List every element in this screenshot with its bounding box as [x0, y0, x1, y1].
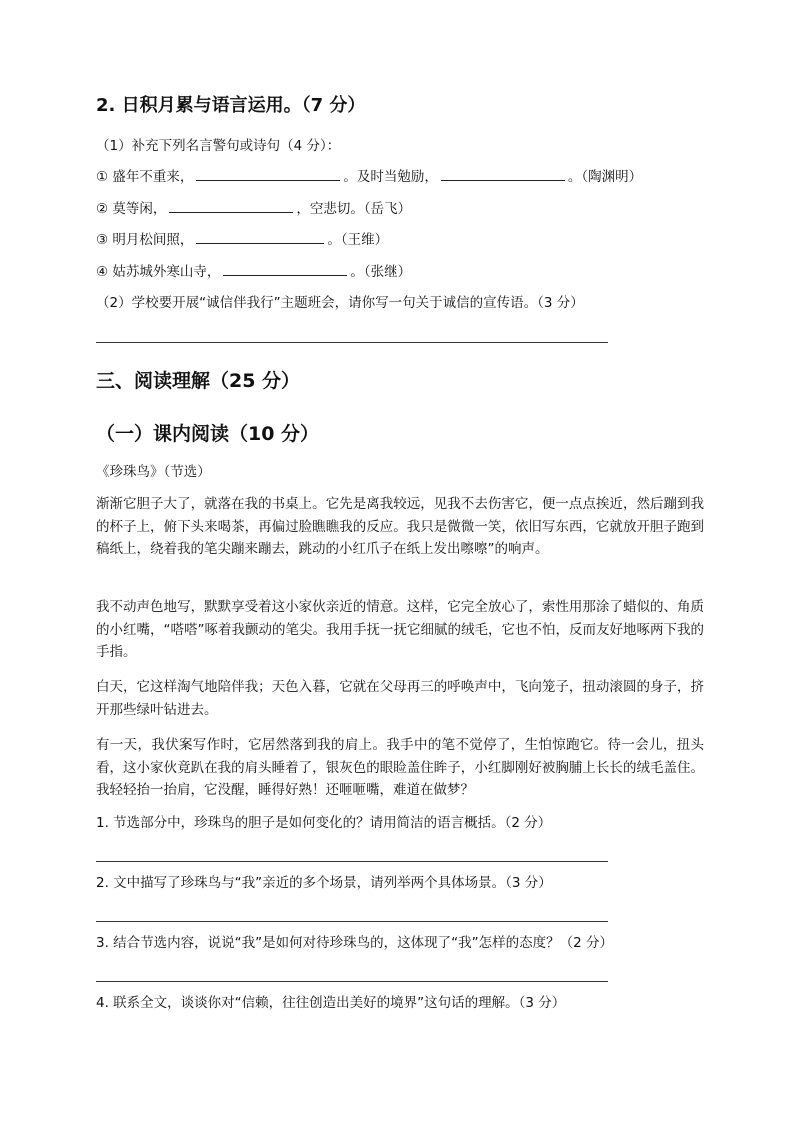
- passage-paragraph-1: 渐渐它胆子大了，就落在我的书桌上。它先是离我较远，见我不去伤害它，便一点点挨近，然后蹦到我的杯子上，俯下头来喝茶，再偏过脸瞧瞧我的反应。我只是微微一笑，依旧写东西，它就放开胆子跑到稿纸上，绕着我的笔尖蹦来蹦去，跳动的小红爪子在纸上发出嚓嚓”的响声。: [96, 496, 704, 557]
- question-4: 4. 联系全文，谈谈你对“信赖，往往创造出美好的境界”这句话的理解。（3 分）: [96, 995, 566, 1011]
- passage-source: 《珍珠鸟》（节选）: [96, 464, 211, 480]
- item-number: ③: [96, 232, 109, 248]
- section3-title: 三、阅读理解（25 分）: [96, 370, 301, 392]
- question-2: 2. 文中描写了珍珠鸟与“我”亲近的多个场景，请列举两个具体场景。（3 分）: [96, 875, 552, 891]
- answer-line[interactable]: [96, 921, 608, 922]
- answer-line[interactable]: [96, 861, 608, 862]
- item-text-c: 。（陶渊明）: [567, 169, 643, 185]
- answer-blank[interactable]: [223, 261, 347, 276]
- item-text-b: 。（王维）: [327, 232, 389, 248]
- item-text-a: 姑苏城外寒山寺，: [112, 264, 221, 280]
- answer-line[interactable]: [96, 981, 608, 982]
- item-text-b: 。及时当勉励，: [343, 169, 438, 185]
- q1-intro: （1）补充下列名言警句或诗句（4 分）：: [96, 138, 341, 154]
- fill-item-1: [96, 166, 704, 187]
- question-1: 1. 节选部分中，珍珠鸟的胆子是如何变化的？请用简洁的语言概括。（2 分）: [96, 815, 552, 831]
- item-number: ④: [96, 264, 109, 280]
- question-3: 3. 结合节选内容，说说“我”是如何对待珍珠鸟的，这体现了“我”怎样的态度？（2 分）: [96, 935, 614, 951]
- subsection-title: （一）课内阅读（10 分）: [96, 423, 320, 445]
- item-text-b: 。（张继）: [350, 264, 412, 280]
- answer-blank[interactable]: [196, 229, 324, 244]
- passage-paragraph-2: 我不动声色地写，默默享受着这小家伙亲近的情意。这样，它完全放心了，索性用那涂了蜡似的、角质的小红嘴，“嗒嗒”啄着我颤动的笔尖。我用手抚一抚它细腻的绒毛，它也不怕，反而友好地啄两下我的手指。: [96, 599, 704, 660]
- passage-paragraph-4: 有一天，我伏案写作时，它居然落到我的肩上。我手中的笔不觉停了，生怕惊跑它。待一会儿，扭头看，这小家伙竟趴在我的肩头睡着了，银灰色的眼睑盖住眸子，小红脚刚好被胸脯上长长的绒毛盖住。我轻轻抬一抬肩，它没醒，睡得好熟！还咂咂嘴，难道在做梦？: [96, 737, 704, 798]
- item-number: ①: [96, 169, 109, 185]
- answer-blank[interactable]: [169, 198, 293, 213]
- passage-paragraph-3: 白天，它这样淘气地陪伴我；天色入暮，它就在父母再三的呼唤声中，飞向笼子，扭动滚圆的身子，挤开那些绿叶钻进去。: [96, 679, 704, 718]
- section2-title: 2. 日积月累与语言运用。（7 分）: [96, 95, 366, 116]
- item-number: ②: [96, 201, 109, 217]
- fill-item-4: [96, 261, 704, 282]
- fill-item-2: [96, 198, 704, 219]
- answer-line[interactable]: [96, 342, 608, 343]
- item-text-a: 盛年不重来，: [112, 169, 194, 185]
- item-text-b: ，空悲切。（岳飞）: [296, 201, 412, 217]
- q2-text: （2）学校要开展“诚信伴我行”主题班会，请你写一句关于诚信的宣传语。（3 分）: [96, 295, 584, 311]
- answer-blank[interactable]: [441, 166, 565, 181]
- item-text-a: 莫等闲，: [112, 201, 167, 217]
- item-text-a: 明月松间照，: [112, 232, 194, 248]
- answer-blank[interactable]: [196, 166, 340, 181]
- fill-item-3: [96, 229, 704, 250]
